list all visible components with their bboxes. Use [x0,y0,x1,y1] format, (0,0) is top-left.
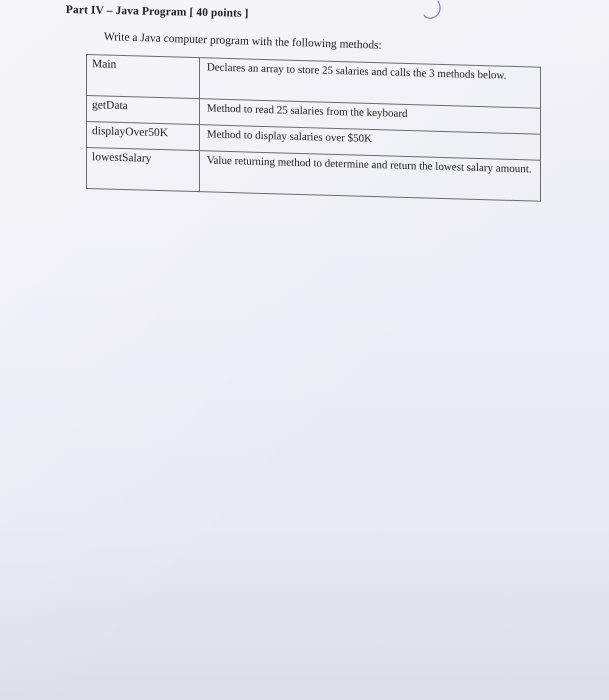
method-name: Main [87,55,200,99]
section-heading: Part IV – Java Program [ 40 points ] [65,4,249,20]
methods-table-container [86,54,541,202]
method-description: Method to display salaries over $50K [199,125,540,161]
instructions-text: Write a Java computer program with the following methods: [103,31,382,52]
method-description: Value returning method to determine and return the lowest salary amount. [199,151,540,202]
methods-table [86,54,541,202]
method-name: displayOver50K [87,122,200,151]
method-description: Method to read 25 salaries from the keyboard [199,99,540,135]
method-description: Declares an array to store 25 salaries and calls the 3 methods below. [199,58,540,109]
method-name: getData [87,96,200,125]
pen-mark-icon [420,0,446,24]
method-name: lowestSalary [87,148,200,192]
